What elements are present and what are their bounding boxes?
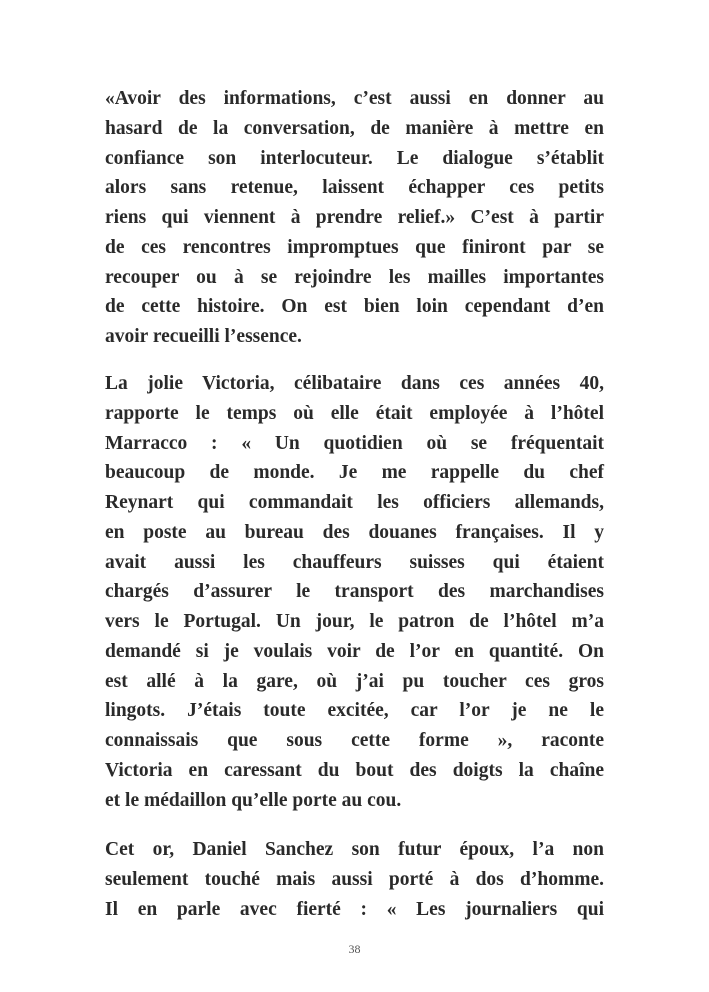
text-line: Victoria en caressant du bout des doigts la chaîne [105,759,604,781]
text-line: Reynart qui commandait les officiers allemands, [105,492,604,513]
text-line: seulement touché mais aussi porté à dos d’homme. [105,868,604,890]
text-line: lingots. J’étais toute excitée, car l’or je ne le [105,700,604,722]
paragraph-2 [105,369,604,815]
text-line: rapporte le temps où elle était employée à l’hôtel [105,402,604,424]
text-line: hasard de la conversation, de manière à mettre en [105,117,604,139]
text-line: avait aussi les chauffeurs suisses qui étaient [105,551,604,573]
page-number: 38 [348,942,361,956]
text-line: «Avoir des informations, c’est aussi en donner au [105,88,604,109]
text-line: alors sans retenue, laissent échapper ces petits [105,177,604,199]
text-line: Cet or, Daniel Sanchez son futur époux, l’a non [105,839,604,860]
text-line: de cette histoire. On est bien loin cependant d’en [105,296,604,318]
paragraph-3 [105,835,604,924]
paragraph-1 [105,84,604,352]
text-line: beaucoup de monde. Je me rappelle du chef [105,462,604,484]
text-line: demandé si je voulais voir de l’or en quantité. On [105,640,604,662]
text-line: confiance son interlocuteur. Le dialogue s’établit [105,147,604,169]
text-line: chargés d’assurer le transport des marchandises [105,581,604,603]
text-line: Il en parle avec fierté : « Les journaliers qui [105,898,604,920]
text-line: La jolie Victoria, célibataire dans ces années 40, [105,373,604,394]
text-line: vers le Portugal. Un jour, le patron de l’hôtel m’a [105,611,604,632]
text-line: avoir recueilli l’essence. [105,326,302,347]
text-line: Marracco : « Un quotidien où se fréquentait [105,432,604,454]
text-line: riens qui viennent à prendre relief.» C’est à partir [105,207,604,228]
text-line: et le médaillon qu’elle porte au cou. [105,789,402,811]
text-line: de ces rencontres impromptues que finiront par se [105,236,604,258]
text-line: en poste au bureau des douanes françaises. Il y [105,521,604,543]
text-line: est allé à la gare, où j’ai pu toucher ces gros [105,670,604,692]
text-line: connaissais que sous cette forme », raconte [105,730,604,751]
text-line: recouper ou à se rejoindre les mailles importantes [105,266,604,288]
